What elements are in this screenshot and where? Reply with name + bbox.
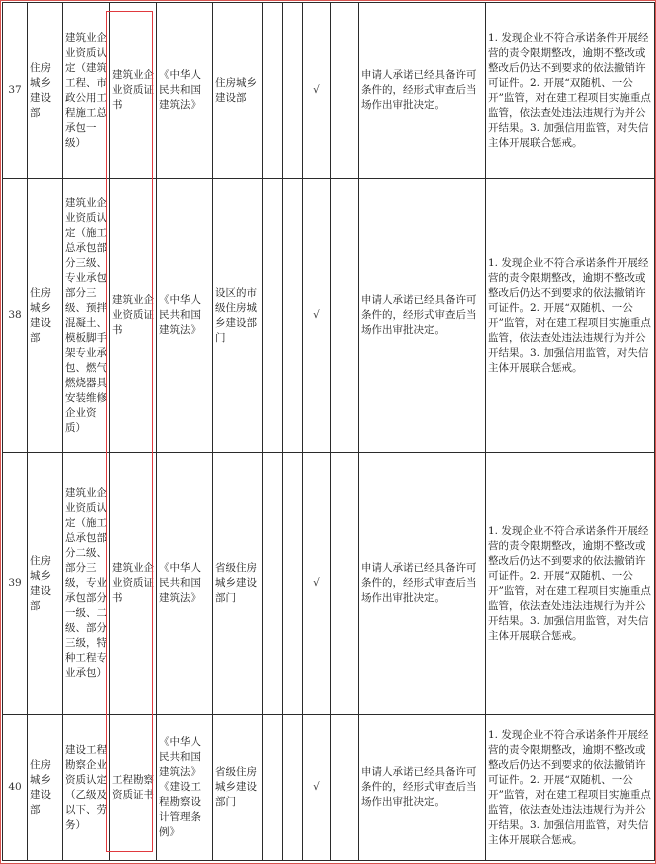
- certificate-name-cell: 建筑业企业资质证书: [110, 3, 157, 179]
- supervision-measures-cell: 1. 发现企业不符合承诺条件开展经营的责令限期整改，逾期不整改或整改后仍达不到要求的依法撤销许可证件。2. 开展“双随机、一公开”监管，对在建工程项目实施重点监管，依法查处违法违规行为并公开结果。3. 加强信用监管，对失信主体开展联合惩戒。: [486, 715, 655, 861]
- empty-cell: [283, 715, 303, 861]
- empty-cell: [331, 715, 359, 861]
- table-row: [3, 3, 655, 179]
- empty-cell: [263, 453, 283, 715]
- approving-authority-cell: 省级住房城乡建设部门: [213, 453, 263, 715]
- legal-basis-cell: 《中华人民共和国建筑法》: [157, 3, 213, 179]
- table-row: [3, 715, 655, 861]
- empty-cell: [331, 179, 359, 453]
- reform-mode-cell: 申请人承诺已经具备许可条件的，经形式审查后当场作出审批决定。: [359, 3, 486, 179]
- reform-mode-cell: 申请人承诺已经具备许可条件的，经形式审查后当场作出审批决定。: [359, 715, 486, 861]
- certificate-name-cell: 建筑业企业资质证书: [110, 453, 157, 715]
- legal-basis-cell: 《中华人民共和国建筑法》: [157, 453, 213, 715]
- item-name-cell: 建筑业企业资质认定（施工总承包部分二级、部分三级，专业承包部分一级、二级、部分三级，特种工程专业承包）: [63, 453, 110, 715]
- empty-cell: [283, 179, 303, 453]
- table-row: [3, 453, 655, 715]
- department-cell: 住房城乡建设部: [28, 3, 63, 179]
- approving-authority-cell: 住房城乡建设部: [213, 3, 263, 179]
- department-cell: 住房城乡建设部: [28, 453, 63, 715]
- legal-basis-cell: 《中华人民共和国建筑法》《建设工程勘察设计管理条例》: [157, 715, 213, 861]
- empty-cell: [283, 3, 303, 179]
- empty-cell: [263, 3, 283, 179]
- row-number: 40: [3, 715, 28, 861]
- approving-authority-cell: 省级住房城乡建设部门: [213, 715, 263, 861]
- reform-mode-cell: 申请人承诺已经具备许可条件的，经形式审查后当场作出审批决定。: [359, 453, 486, 715]
- checkmark-cell: √: [303, 179, 331, 453]
- supervision-measures-cell: 1. 发现企业不符合承诺条件开展经营的责令限期整改，逾期不整改或整改后仍达不到要求的依法撤销许可证件。2. 开展“双随机、一公开”监管，对在建工程项目实施重点监管，依法查处违法违规行为并公开结果。3. 加强信用监管，对失信主体开展联合惩戒。: [486, 453, 655, 715]
- reform-mode-cell: 申请人承诺已经具备许可条件的，经形式审查后当场作出审批决定。: [359, 179, 486, 453]
- supervision-measures-cell: 1. 发现企业不符合承诺条件开展经营的责令限期整改，逾期不整改或整改后仍达不到要求的依法撤销许可证件。2. 开展“双随机、一公开”监管，对在建工程项目实施重点监管，依法查处违法违规行为并公开结果。3. 加强信用监管，对失信主体开展联合惩戒。: [486, 3, 655, 179]
- table-row: [3, 179, 655, 453]
- certificate-name-cell: 工程勘察资质证书: [110, 715, 157, 861]
- legal-basis-cell: 《中华人民共和国建筑法》: [157, 179, 213, 453]
- item-name-cell: 建设工程勘察企业资质认定（乙级及以下、劳务）: [63, 715, 110, 861]
- item-name-cell: 建筑业企业资质认定（建筑工程、市政公用工程施工总承包一级）: [63, 3, 110, 179]
- approving-authority-cell: 设区的市级住房城乡建设部门: [213, 179, 263, 453]
- department-cell: 住房城乡建设部: [28, 179, 63, 453]
- row-number: 38: [3, 179, 28, 453]
- empty-cell: [263, 179, 283, 453]
- checkmark-cell: √: [303, 453, 331, 715]
- item-name-cell: 建筑业企业资质认定（施工总承包部分三级、专业承包部分三级、预拌混凝土、模板脚手架专业承包、燃气燃烧器具安装维修企业资质）: [63, 179, 110, 453]
- empty-cell: [263, 715, 283, 861]
- approval-items-table: [2, 2, 655, 861]
- empty-cell: [283, 453, 303, 715]
- certificate-name-cell: 建筑业企业资质证书: [110, 179, 157, 453]
- row-number: 37: [3, 3, 28, 179]
- supervision-measures-cell: 1. 发现企业不符合承诺条件开展经营的责令限期整改，逾期不整改或整改后仍达不到要求的依法撤销许可证件。2. 开展“双随机、一公开”监管，对在建工程项目实施重点监管，依法查处违法违规行为并公开结果。3. 加强信用监管，对失信主体开展联合惩戒。: [486, 179, 655, 453]
- row-number: 39: [3, 453, 28, 715]
- checkmark-cell: √: [303, 3, 331, 179]
- checkmark-cell: √: [303, 715, 331, 861]
- empty-cell: [331, 3, 359, 179]
- empty-cell: [331, 453, 359, 715]
- department-cell: 住房城乡建设部: [28, 715, 63, 861]
